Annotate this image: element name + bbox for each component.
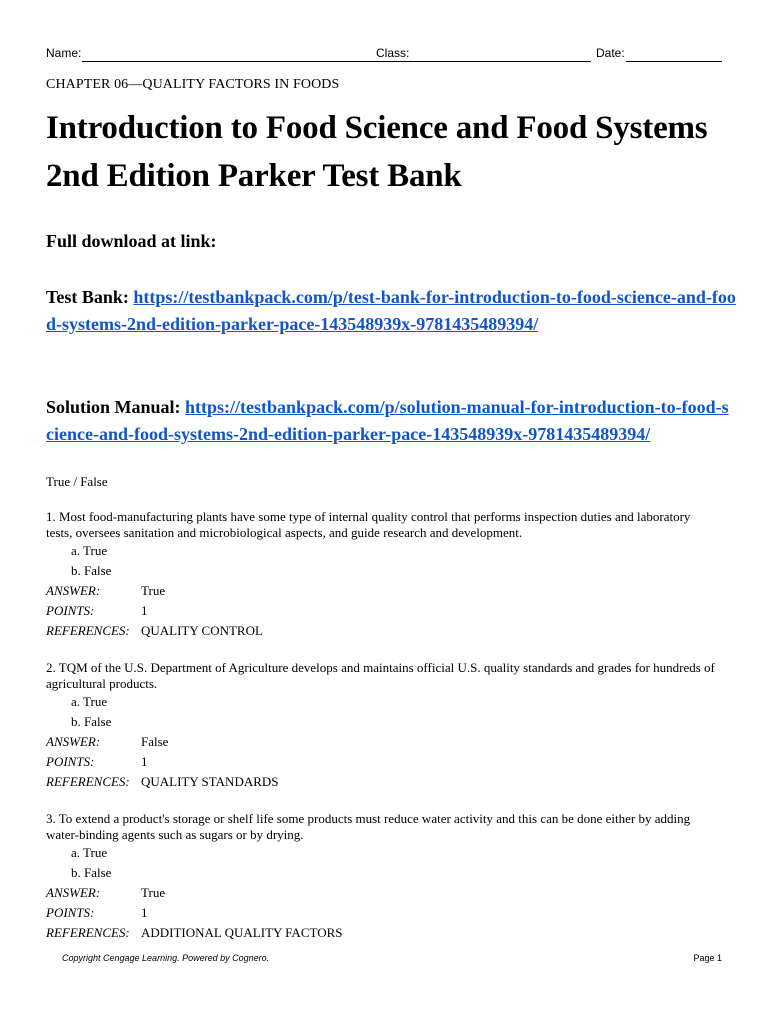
question-3 (46, 811, 716, 943)
references-label: REFERENCES: (46, 623, 130, 638)
points-label: POINTS: (46, 754, 95, 769)
references-label: REFERENCES: (46, 925, 130, 940)
question-text: 3. To extend a product's storage or shelf life some products must reduce water activity and this can be done either by adding water-binding agents such as sugars or by drying. (46, 811, 691, 842)
answer-label: ANSWER: (46, 885, 101, 900)
question-2 (46, 660, 716, 792)
references-label: REFERENCES: (46, 774, 130, 789)
points-row (46, 752, 716, 772)
points-row (46, 903, 716, 923)
points-label: POINTS: (46, 905, 95, 920)
references-value: QUALITY STANDARDS (141, 774, 279, 789)
page-number: Page 1 (693, 953, 722, 963)
chapter-heading: CHAPTER 06—QUALITY FACTORS IN FOODS (46, 77, 340, 92)
date-label: Date: (596, 46, 625, 60)
option-true: a. True (71, 845, 108, 860)
test-bank-link[interactable]: https://testbankpack.com/p/test-bank-for-introduction-to-food-science-and-food-systems-2nd-edition-parker-pace-143548939x-9781435489394/ (46, 287, 736, 334)
test-bank-link-block (46, 284, 736, 338)
points-value: 1 (141, 603, 148, 618)
points-value: 1 (141, 754, 148, 769)
points-label: POINTS: (46, 603, 95, 618)
answer-label: ANSWER: (46, 583, 101, 598)
option-false: b. False (71, 865, 112, 880)
option-true: a. True (71, 543, 108, 558)
question-1 (46, 509, 716, 641)
question-text: 1. Most food-manufacturing plants have some type of internal quality control that performs inspection duties and laboratory tests, oversees sanitation and microbiological aspects, and guide research and development. (46, 509, 691, 540)
test-bank-label: Test Bank: (46, 287, 129, 307)
student-info-header (46, 46, 726, 64)
name-label: Name: (46, 46, 82, 60)
date-blank (626, 61, 722, 62)
copyright-text: Copyright Cengage Learning. Powered by Cognero. (62, 953, 270, 963)
solution-manual-link-block (46, 394, 736, 448)
class-label: Class: (376, 46, 410, 60)
option-false: b. False (71, 563, 112, 578)
section-label: True / False (46, 474, 108, 489)
solution-manual-label: Solution Manual: (46, 397, 181, 417)
references-value: QUALITY CONTROL (141, 623, 263, 638)
option-true: a. True (71, 694, 108, 709)
option-false: b. False (71, 714, 112, 729)
answer-value: True (141, 583, 166, 598)
answer-value: False (141, 734, 169, 749)
class-blank (413, 61, 591, 62)
page-title: Introduction to Food Science and Food Systems 2nd Edition Parker Test Bank (46, 110, 708, 194)
references-row (46, 772, 716, 792)
solution-manual-link[interactable]: https://testbankpack.com/p/solution-manual-for-introduction-to-food-science-and-food-systems-2nd-edition-parker-pace-143548939x-9781435489394/ (46, 397, 729, 444)
name-blank (82, 61, 418, 62)
answer-row (46, 883, 716, 903)
question-text: 2. TQM of the U.S. Department of Agriculture develops and maintains official U.S. quality standards and grades for hundreds of agricultural products. (46, 660, 715, 691)
references-row (46, 923, 716, 943)
full-download-heading: Full download at link: (46, 231, 217, 251)
answer-row (46, 581, 716, 601)
answer-value: True (141, 885, 166, 900)
references-value: ADDITIONAL QUALITY FACTORS (141, 925, 343, 940)
points-value: 1 (141, 905, 148, 920)
answer-row (46, 732, 716, 752)
references-row (46, 621, 716, 641)
answer-label: ANSWER: (46, 734, 101, 749)
points-row (46, 601, 716, 621)
